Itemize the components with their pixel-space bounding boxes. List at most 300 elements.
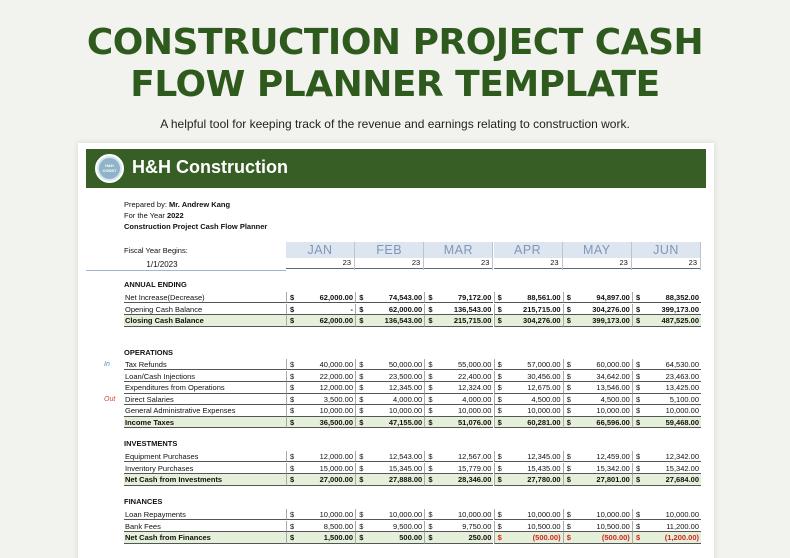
currency-symbol: $ (359, 452, 364, 461)
currency-symbol: $ (497, 316, 502, 326)
currency-symbol: $ (290, 452, 295, 461)
table-cell[interactable] (355, 521, 424, 532)
table-cell[interactable] (563, 405, 632, 416)
section-title-annual: ANNUAL ENDING (124, 280, 187, 289)
year-label: For the Year (124, 211, 165, 220)
table-cell[interactable] (632, 359, 701, 370)
table-cell[interactable] (424, 417, 493, 428)
cell-amount: 60,000.00 (596, 360, 630, 369)
table-cell[interactable] (355, 417, 424, 428)
currency-symbol: $ (428, 316, 433, 326)
table-cell[interactable] (494, 463, 563, 474)
currency-symbol: $ (566, 371, 571, 381)
cell-amount: 62,000.00 (388, 304, 423, 314)
currency-symbol: $ (636, 360, 641, 369)
table-cell[interactable] (632, 315, 701, 326)
currency-symbol: $ (636, 463, 641, 473)
currency-symbol: $ (359, 383, 364, 393)
cell-amount: 60,281.00 (527, 418, 561, 427)
table-cell[interactable] (632, 532, 701, 543)
month-day: 23 (494, 258, 562, 269)
cell-amount: 10,000.00 (458, 406, 492, 416)
cell-amount: 10,000.00 (527, 510, 561, 519)
table-cell[interactable] (494, 474, 563, 485)
cell-amount: 250.00 (468, 533, 492, 543)
currency-symbol: $ (636, 475, 641, 485)
currency-symbol: $ (428, 383, 433, 393)
month-column-feb (355, 242, 424, 270)
cell-amount: 500.00 (399, 533, 423, 543)
table-cell[interactable] (632, 405, 701, 416)
table-cell[interactable] (355, 532, 424, 543)
flow-direction-label: Out (104, 395, 116, 403)
cell-amount: 74,543.00 (388, 293, 423, 302)
currency-symbol: $ (290, 510, 295, 519)
year-value: 2022 (166, 211, 184, 220)
currency-symbol: $ (497, 371, 502, 381)
month-day: 23 (632, 258, 700, 269)
currency-symbol: $ (566, 418, 571, 427)
cell-amount: (500.00) (601, 533, 630, 543)
cell-amount: 12,543.00 (388, 452, 423, 461)
cell-amount: 304,276.00 (592, 304, 630, 314)
currency-symbol: $ (290, 383, 295, 393)
cell-amount: 12,000.00 (319, 383, 353, 393)
cell-amount: 12,000.00 (319, 452, 353, 461)
table-cell[interactable] (355, 394, 424, 405)
table-cell[interactable] (563, 371, 632, 382)
table-cell[interactable] (632, 417, 701, 428)
cell-amount: 50,000.00 (388, 360, 423, 369)
cell-amount: 12,345.00 (388, 383, 423, 393)
table-cell[interactable] (494, 359, 563, 370)
table-cell[interactable] (632, 509, 701, 520)
prepared-by-label: Prepared by: (124, 200, 167, 209)
table-cell[interactable] (286, 417, 355, 428)
table-cell[interactable] (632, 451, 701, 462)
cell-amount: 15,435.00 (527, 463, 561, 473)
table-cell[interactable] (494, 509, 563, 520)
hero-subtitle: A helpful tool for keeping track of the revenue and earnings relating to construction work. (160, 117, 630, 131)
cell-amount: 4,000.00 (392, 394, 423, 404)
cell-amount: 23,463.00 (665, 371, 699, 381)
currency-symbol: $ (636, 316, 641, 326)
table-cell[interactable] (632, 382, 701, 393)
table-cell[interactable] (355, 463, 424, 474)
cell-amount: 10,000.00 (665, 510, 699, 519)
currency-symbol: $ (428, 406, 433, 416)
cell-amount: 79,172.00 (458, 293, 492, 302)
cell-amount: 399,173.00 (661, 304, 699, 314)
row-label: Inventory Purchases (124, 463, 286, 474)
currency-symbol: $ (290, 533, 295, 543)
row-label: Net Cash from Finances (124, 532, 286, 543)
cell-amount: 13,546.00 (596, 383, 630, 393)
currency-symbol: $ (566, 463, 571, 473)
cell-amount: 15,000.00 (319, 463, 353, 473)
cell-amount: 215,715.00 (523, 304, 561, 314)
cell-amount: 62,000.00 (319, 293, 353, 302)
prepared-by-value: Mr. Andrew Kang (169, 200, 231, 209)
currency-symbol: $ (636, 452, 641, 461)
row-label: Opening Cash Balance (124, 304, 286, 315)
table-cell[interactable] (563, 463, 632, 474)
hero-title-line-1: CONSTRUCTION PROJECT CASH (86, 22, 704, 63)
month-column-jan (286, 242, 355, 270)
row-label: Direct Salaries (124, 394, 286, 405)
currency-symbol: $ (428, 394, 433, 404)
table-cell[interactable] (424, 405, 493, 416)
cell-amount: 10,000.00 (388, 510, 423, 519)
cell-amount: 51,076.00 (458, 418, 492, 427)
cell-amount: 12,675.00 (527, 383, 561, 393)
section-title-investments: INVESTMENTS (124, 439, 178, 448)
currency-symbol: $ (497, 463, 502, 473)
currency-symbol: $ (566, 394, 571, 404)
table-cell[interactable] (424, 292, 493, 303)
document-name-text: Construction Project Cash Flow Planner (124, 222, 268, 231)
table-cell[interactable] (286, 532, 355, 543)
table-cell[interactable] (494, 521, 563, 532)
row-label: Loan/Cash Injections (124, 371, 286, 382)
currency-symbol: $ (359, 475, 364, 485)
fiscal-year-date[interactable]: 1/1/2023 (146, 260, 178, 269)
table-cell[interactable] (494, 451, 563, 462)
hero-title (0, 22, 790, 106)
for-year (124, 211, 184, 220)
table-cell[interactable] (424, 521, 493, 532)
row-label: Closing Cash Balance (124, 315, 286, 326)
currency-symbol: $ (290, 360, 295, 369)
row-label: Loan Repayments (124, 509, 286, 520)
cell-amount: 27,000.00 (319, 475, 353, 485)
cell-amount: 15,342.00 (596, 463, 630, 473)
table-cell[interactable] (563, 292, 632, 303)
cell-amount: 88,352.00 (665, 293, 699, 302)
table-cell[interactable] (424, 304, 493, 315)
table-cell[interactable] (286, 382, 355, 393)
table-cell[interactable] (355, 451, 424, 462)
table-cell[interactable] (424, 474, 493, 485)
table-cell[interactable] (355, 359, 424, 370)
currency-symbol: $ (636, 418, 641, 427)
cell-amount: 27,780.00 (527, 475, 561, 485)
table-row (86, 359, 706, 370)
currency-symbol: $ (359, 394, 364, 404)
currency-symbol: $ (359, 406, 364, 416)
table-row (86, 315, 706, 326)
month-column-jun (632, 242, 701, 270)
cell-amount: 10,000.00 (665, 406, 699, 416)
cell-amount: 88,561.00 (527, 293, 561, 302)
table-cell[interactable] (563, 509, 632, 520)
cell-amount: 215,715.00 (453, 316, 492, 326)
cell-amount: 15,342.00 (665, 463, 699, 473)
table-cell[interactable] (355, 304, 424, 315)
currency-symbol: $ (428, 304, 433, 314)
table-cell[interactable] (494, 382, 563, 393)
month-day: 23 (563, 258, 631, 269)
cell-amount: 304,276.00 (523, 316, 561, 326)
currency-symbol: $ (636, 406, 641, 416)
cell-amount: 11,200.00 (666, 521, 699, 531)
row-label: Bank Fees (124, 521, 286, 532)
table-cell[interactable] (632, 304, 701, 315)
currency-symbol: $ (497, 418, 502, 427)
cell-amount: 57,000.00 (527, 360, 561, 369)
cell-amount: 136,543.00 (384, 316, 423, 326)
cell-amount: 12,459.00 (596, 452, 630, 461)
currency-symbol: $ (497, 533, 502, 543)
row-label: Expenditures from Operations (124, 382, 286, 393)
table-cell[interactable] (632, 292, 701, 303)
currency-symbol: $ (497, 383, 502, 393)
cell-amount: 40,000.00 (319, 360, 353, 369)
currency-symbol: $ (290, 406, 295, 416)
table-row (86, 463, 706, 474)
cell-amount: 399,173.00 (592, 316, 630, 326)
table-cell[interactable] (494, 292, 563, 303)
cell-amount: 62,000.00 (319, 316, 353, 326)
table-cell[interactable] (563, 315, 632, 326)
table-cell[interactable] (632, 463, 701, 474)
table-cell[interactable] (424, 463, 493, 474)
flow-direction-label: In (104, 361, 110, 368)
cell-amount: 9,750.00 (462, 521, 492, 531)
table-cell[interactable] (494, 405, 563, 416)
currency-symbol: $ (566, 452, 571, 461)
cell-amount: 5,100.00 (669, 394, 699, 404)
table-cell[interactable] (424, 509, 493, 520)
month-column-may (563, 242, 632, 270)
logo-text: H&H CONST (99, 158, 120, 179)
currency-symbol: $ (497, 304, 502, 314)
currency-symbol: $ (566, 510, 571, 519)
row-label: General Administrative Expenses (124, 405, 286, 416)
currency-symbol: $ (290, 293, 295, 302)
cell-amount: (500.00) (532, 533, 561, 543)
table-cell[interactable] (563, 532, 632, 543)
currency-symbol: $ (566, 383, 571, 393)
table-cell[interactable] (632, 474, 701, 485)
table-cell[interactable] (286, 394, 355, 405)
month-name: APR (494, 242, 562, 258)
currency-symbol: $ (290, 475, 295, 485)
cell-amount: 10,000.00 (596, 406, 630, 416)
table-cell[interactable] (563, 451, 632, 462)
cell-amount: 8,500.00 (323, 521, 353, 531)
currency-symbol: $ (290, 463, 295, 473)
currency-symbol: $ (566, 304, 571, 314)
table-row (86, 417, 706, 428)
table-cell[interactable] (494, 315, 563, 326)
table-row (86, 521, 706, 532)
cell-amount: 12,342.00 (665, 452, 699, 461)
cell-amount: 22,000.00 (319, 371, 353, 381)
currency-symbol: $ (290, 418, 295, 427)
row-label: Net Cash from Investments (124, 474, 286, 485)
table-cell[interactable] (424, 382, 493, 393)
cell-amount: 3,500.00 (323, 394, 353, 404)
cell-amount: 15,345.00 (388, 463, 423, 473)
cell-amount: 23,500.00 (388, 371, 423, 381)
cell-amount: 59,468.00 (665, 418, 699, 427)
cell-amount: 10,000.00 (319, 510, 353, 519)
cell-amount: 34,642.00 (596, 371, 630, 381)
section-title-finances: FINANCES (124, 497, 163, 506)
currency-symbol: $ (497, 475, 502, 485)
currency-symbol: $ (497, 406, 502, 416)
table-row (86, 532, 706, 543)
table-cell[interactable] (424, 394, 493, 405)
currency-symbol: $ (497, 510, 502, 519)
month-day: 23 (424, 258, 492, 269)
company-banner (86, 149, 706, 188)
month-day: 23 (286, 258, 354, 269)
cell-amount: 15,779.00 (458, 463, 492, 473)
table-cell[interactable] (286, 292, 355, 303)
currency-symbol: $ (566, 406, 571, 416)
table-row (86, 451, 706, 462)
month-column-apr (494, 242, 563, 270)
table-cell[interactable] (355, 382, 424, 393)
table-row (86, 405, 706, 416)
table-cell[interactable] (286, 463, 355, 474)
currency-symbol: $ (428, 475, 433, 485)
table-cell[interactable] (632, 521, 701, 532)
table-row (86, 292, 706, 303)
currency-symbol: $ (636, 293, 641, 302)
cell-amount: 12,345.00 (527, 452, 561, 461)
currency-symbol: $ (566, 533, 571, 543)
currency-symbol: $ (566, 475, 571, 485)
currency-symbol: $ (359, 418, 364, 427)
table-cell[interactable] (632, 371, 701, 382)
table-cell[interactable] (355, 292, 424, 303)
cell-amount: 10,500.00 (596, 521, 630, 531)
table-cell[interactable] (494, 371, 563, 382)
cell-amount: 27,801.00 (596, 475, 630, 485)
currency-symbol: $ (636, 521, 641, 531)
table-row (86, 474, 706, 485)
table-cell[interactable] (632, 394, 701, 405)
cell-amount: 27,684.00 (665, 475, 699, 485)
month-column-mar (424, 242, 493, 270)
currency-symbol: $ (497, 394, 502, 404)
table-cell[interactable] (355, 474, 424, 485)
table-cell[interactable] (494, 394, 563, 405)
table-row (86, 304, 706, 315)
table-cell[interactable] (286, 474, 355, 485)
cell-amount: 4,500.00 (531, 394, 561, 404)
cell-amount: - (350, 304, 353, 314)
table-cell[interactable] (286, 521, 355, 532)
currency-symbol: $ (428, 293, 433, 302)
cell-amount: 22,400.00 (458, 371, 492, 381)
cell-amount: 64,530.00 (665, 360, 699, 369)
cell-amount: 27,888.00 (388, 475, 423, 485)
table-cell[interactable] (286, 405, 355, 416)
currency-symbol: $ (290, 316, 295, 326)
cell-amount: 94,897.00 (596, 293, 630, 302)
currency-symbol: $ (566, 360, 571, 369)
currency-symbol: $ (290, 394, 295, 404)
fiscal-year-rule (86, 270, 286, 271)
table-row (86, 382, 706, 393)
table-cell[interactable] (355, 509, 424, 520)
month-name: MAY (563, 242, 631, 258)
fiscal-year-label: Fiscal Year Begins: (124, 246, 188, 255)
cell-amount: 9,500.00 (392, 521, 423, 531)
table-cell[interactable] (286, 359, 355, 370)
currency-symbol: $ (497, 521, 502, 531)
table-cell[interactable] (424, 315, 493, 326)
table-cell[interactable] (563, 417, 632, 428)
table-row (86, 394, 706, 405)
currency-symbol: $ (566, 521, 571, 531)
table-cell[interactable] (286, 371, 355, 382)
currency-symbol: $ (359, 293, 364, 302)
currency-symbol: $ (359, 360, 364, 369)
table-cell[interactable] (424, 359, 493, 370)
month-name: JUN (632, 242, 700, 258)
table-cell[interactable] (286, 509, 355, 520)
row-label: Tax Refunds (124, 359, 286, 370)
table-cell[interactable] (563, 359, 632, 370)
currency-symbol: $ (636, 304, 641, 314)
table-cell[interactable] (355, 315, 424, 326)
table-cell[interactable] (355, 405, 424, 416)
currency-symbol: $ (290, 521, 295, 531)
table-cell[interactable] (355, 371, 424, 382)
table-cell[interactable] (563, 521, 632, 532)
hero-title-line-2: FLOW PLANNER TEMPLATE (130, 64, 660, 105)
table-cell[interactable] (494, 532, 563, 543)
cell-amount: 55,000.00 (458, 360, 492, 369)
table-cell[interactable] (563, 382, 632, 393)
company-logo (95, 154, 124, 183)
table-cell[interactable] (563, 474, 632, 485)
table-cell[interactable] (494, 304, 563, 315)
table-cell[interactable] (424, 532, 493, 543)
currency-symbol: $ (497, 360, 502, 369)
cell-amount: 12,324.00 (458, 383, 492, 393)
currency-symbol: $ (359, 304, 364, 314)
cell-amount: 10,000.00 (596, 510, 630, 519)
table-row (86, 509, 706, 520)
month-day: 23 (355, 258, 423, 269)
table-cell[interactable] (286, 304, 355, 315)
currency-symbol: $ (290, 371, 295, 381)
table-row (86, 371, 706, 382)
currency-symbol: $ (428, 510, 433, 519)
table-cell[interactable] (424, 371, 493, 382)
currency-symbol: $ (636, 371, 641, 381)
currency-symbol: $ (636, 533, 641, 543)
cell-amount: 12,567.00 (458, 452, 492, 461)
table-cell[interactable] (286, 315, 355, 326)
currency-symbol: $ (566, 293, 571, 302)
table-cell[interactable] (494, 417, 563, 428)
table-cell[interactable] (563, 394, 632, 405)
currency-symbol: $ (428, 521, 433, 531)
table-cell[interactable] (286, 451, 355, 462)
currency-symbol: $ (359, 316, 364, 326)
table-cell[interactable] (424, 451, 493, 462)
table-cell[interactable] (563, 304, 632, 315)
month-name: MAR (424, 242, 492, 258)
cell-amount: 10,000.00 (319, 406, 353, 416)
